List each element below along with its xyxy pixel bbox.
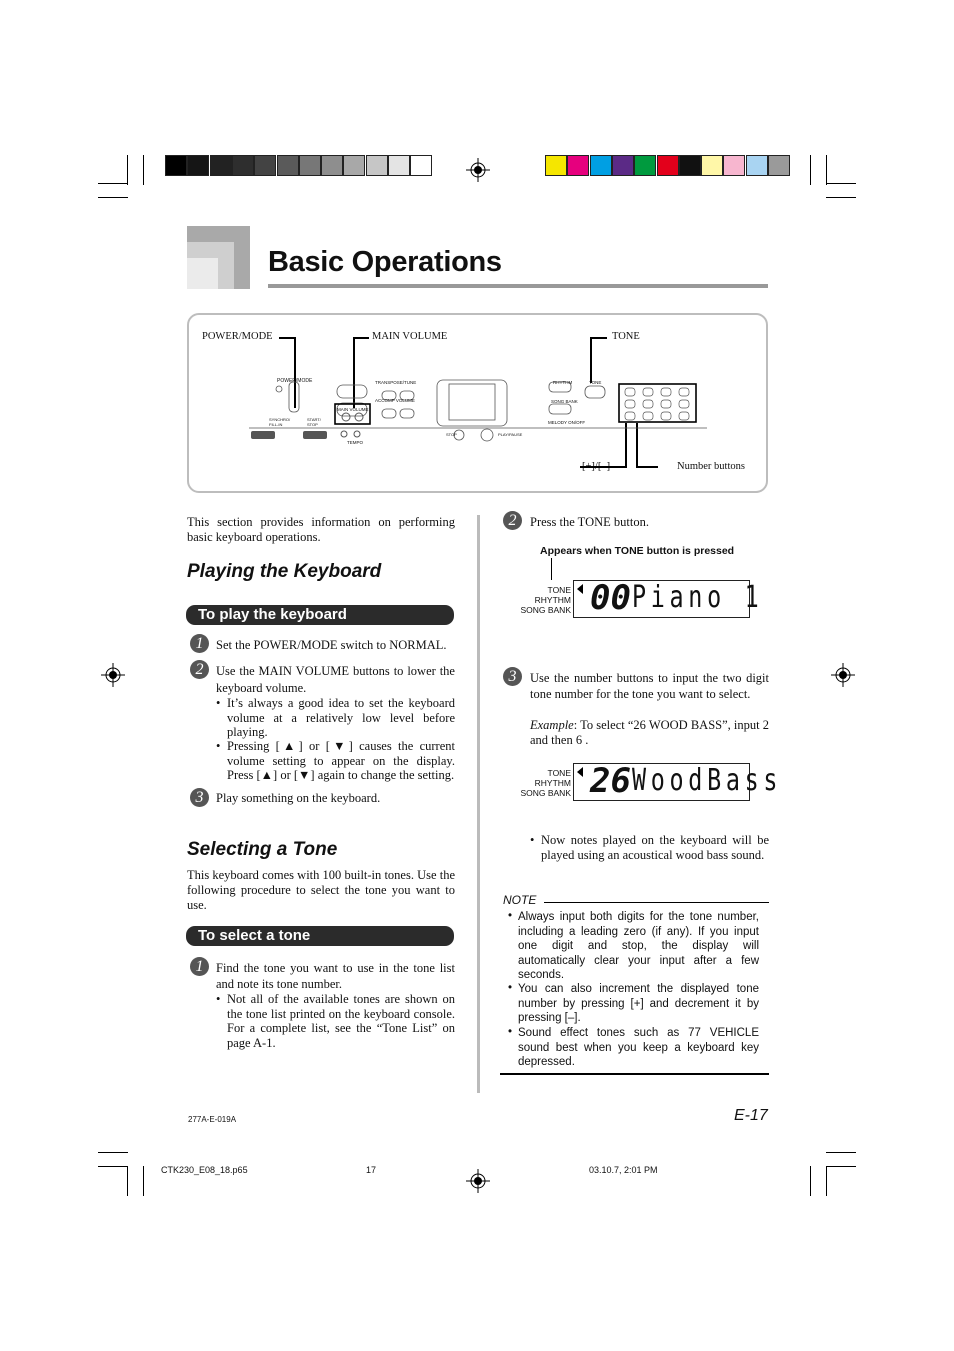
panel-label-transpose: TRANSPOSE/TUNE: [375, 380, 417, 385]
gray-swatch: [343, 155, 365, 176]
bullet-icon: •: [530, 833, 535, 847]
file-name: CTK230_E08_18.p65: [161, 1165, 248, 1175]
subhead-play-keyboard: To play the keyboard: [186, 605, 454, 625]
step-text: Set the POWER/MODE switch to NORMAL.: [216, 638, 447, 652]
panel-label-tone: TONE: [589, 380, 602, 385]
example-description: : To select “26 WOOD BASS”, input 2 and then 6 .: [530, 718, 769, 747]
gray-swatch: [388, 155, 410, 176]
bullet-text: Pressing [▲] or [▼] causes the current volume setting to appear on the display. Press [▲] or [▼] again to change the setting.: [227, 739, 455, 782]
lcd-tone-name: WoodBass: [632, 763, 783, 798]
crop-mark: [143, 1166, 144, 1196]
tone-intro-paragraph: This keyboard comes with 100 built-in tones. Use the following procedure to select the tone you want to use.: [187, 868, 455, 912]
lcd-tone-name: Piano 1: [632, 580, 764, 615]
step-number: 3: [190, 788, 209, 807]
callout-number-buttons: Number buttons: [677, 461, 745, 472]
note-item: Sound effect tones such as 77 VEHICLE sound best when you keep a keyboard key depressed.: [518, 1027, 759, 1068]
gray-swatch: [410, 155, 432, 176]
lcd-label-song-bank: SONG BANK: [520, 605, 571, 615]
panel-label-tempo: TEMPO: [347, 440, 364, 445]
step-number: 2: [503, 511, 522, 530]
lcd-mode-labels: [512, 585, 571, 615]
step-text: Use the MAIN VOLUME buttons to lower the keyboard volume.: [216, 664, 455, 695]
lcd-indicator-arrow-icon: [577, 767, 583, 777]
registration-mark-icon: [101, 663, 125, 687]
step-number: 1: [190, 957, 209, 976]
callout-power-mode: POWER/MODE: [202, 331, 273, 342]
page-number: E-17: [734, 1107, 768, 1124]
column-divider: [477, 515, 480, 1093]
step-text: Press the TONE button.: [530, 515, 649, 529]
step-text: Play something on the keyboard.: [216, 791, 381, 805]
callout-tone: TONE: [612, 331, 640, 342]
crop-mark: [98, 183, 128, 184]
lcd-tone-number: 00: [590, 578, 631, 618]
panel-label-synchro: SYNCHRO/ FILL-IN: [269, 417, 291, 427]
crop-mark: [143, 155, 144, 185]
timestamp: 03.10.7, 2:01 PM: [589, 1165, 658, 1175]
color-swatch: [723, 155, 745, 176]
crop-mark: [810, 155, 811, 185]
crop-mark: [127, 155, 128, 185]
crop-mark: [98, 197, 128, 198]
registration-mark-icon: [466, 1169, 490, 1193]
gray-swatch: [210, 155, 232, 176]
lcd-indicator-arrow-icon: [577, 584, 583, 594]
step-number: 2: [190, 660, 209, 679]
caption-pointer: [551, 558, 552, 580]
crop-mark: [810, 1166, 811, 1196]
note-rule: [544, 902, 769, 903]
crop-mark: [826, 1152, 856, 1153]
crop-mark: [826, 1166, 827, 1196]
gray-swatch: [321, 155, 343, 176]
bullet-text: It’s always a good idea to set the keyboard volume at a relatively low level before playing.: [227, 696, 455, 739]
bullet-text: Now notes played on the keyboard will be played using an acoustical wood bass sound.: [541, 833, 769, 862]
header-decoration: [187, 258, 218, 289]
gray-swatch: [232, 155, 254, 176]
color-swatch: [634, 155, 656, 176]
intro-paragraph: This section provides information on performing basic keyboard operations.: [187, 515, 455, 544]
crop-mark: [826, 183, 856, 184]
gray-swatch: [254, 155, 276, 176]
panel-label-start-stop: START/ STOP: [307, 417, 321, 427]
registration-mark-icon: [831, 663, 855, 687]
lcd-label-song-bank: SONG BANK: [520, 788, 571, 798]
page-title: Basic Operations: [268, 246, 502, 278]
color-swatch: [746, 155, 768, 176]
bullet-icon: •: [508, 910, 513, 922]
crop-mark: [826, 155, 827, 185]
panel-label-main-volume: MAIN VOLUME: [337, 407, 369, 412]
lcd-mode-labels: [512, 768, 571, 798]
color-swatch: [657, 155, 679, 176]
bullet-icon: •: [508, 1026, 513, 1038]
title-underline: [268, 284, 768, 288]
example-text: [530, 718, 769, 748]
panel-label-song-bank: SONG BANK: [551, 399, 578, 404]
lcd-label-rhythm: RHYTHM: [534, 595, 571, 605]
lcd-label-tone: TONE: [547, 585, 571, 595]
panel-label-rhythm: RHYTHM: [553, 380, 573, 385]
bullet-icon: •: [216, 739, 221, 753]
color-swatch: [768, 155, 790, 176]
lcd-label-rhythm: RHYTHM: [534, 778, 571, 788]
gray-swatch: [187, 155, 209, 176]
keyboard-panel-illustration: [187, 313, 768, 493]
bullet-icon: •: [216, 696, 221, 710]
panel-label-melody: MELODY ON/OFF: [548, 420, 586, 425]
panel-label-stop: STOP: [446, 432, 457, 437]
color-swatch: [545, 155, 567, 176]
color-swatch: [567, 155, 589, 176]
note-title: NOTE: [503, 893, 537, 907]
subhead-select-tone: To select a tone: [186, 926, 454, 946]
panel-label-accomp-volume: ACCOMP VOLUME: [375, 398, 415, 403]
bullet-text: Not all of the available tones are shown on the tone list printed on the keyboard console. For a complete list, see the “Tone List” on page A-1.: [227, 992, 455, 1050]
registration-mark-icon: [466, 158, 490, 182]
step-text: Find the tone you want to use in the tone list and note its tone number.: [216, 961, 455, 991]
gray-swatch: [299, 155, 321, 176]
section-title-playing: Playing the Keyboard: [187, 561, 382, 582]
panel-label-power-mode: POWER/MODE: [277, 378, 313, 384]
lcd-label-tone: TONE: [547, 768, 571, 778]
crop-mark: [127, 1166, 128, 1196]
doc-code: 277A-E-019A: [188, 1115, 237, 1124]
callout-plus-minus: [+]/[–]: [582, 461, 611, 472]
color-swatch: [612, 155, 634, 176]
panel-label-play-pause: PLAY/PAUSE: [498, 432, 523, 437]
color-swatch: [590, 155, 612, 176]
section-title-tone: Selecting a Tone: [187, 839, 338, 860]
lcd-caption: Appears when TONE button is pressed: [540, 545, 735, 557]
color-swatch: [701, 155, 723, 176]
crop-mark: [826, 1166, 856, 1167]
lcd-tone-number: 26: [590, 761, 631, 801]
color-swatch: [679, 155, 701, 176]
gray-swatch: [366, 155, 388, 176]
crop-mark: [98, 1152, 128, 1153]
note-item: Always input both digits for the tone number, including a leading zero (if any). If you input one digit and stop, the display will automatically clear your input after a few seconds.: [518, 911, 759, 981]
crop-mark: [826, 197, 856, 198]
note-item: You can also increment the displayed tone number by pressing [+] and decrement it by pressing [–].: [518, 983, 759, 1024]
example-label: Example: [530, 718, 574, 732]
note-bottom-rule: [500, 1073, 769, 1075]
bullet-icon: •: [216, 992, 221, 1006]
crop-mark: [98, 1166, 128, 1167]
file-page: 17: [366, 1165, 377, 1175]
bullet-icon: •: [508, 982, 513, 994]
gray-swatch: [165, 155, 187, 176]
step-number: 3: [503, 667, 522, 686]
gray-swatch: [277, 155, 299, 176]
step-number: 1: [190, 634, 209, 653]
callout-main-volume: MAIN VOLUME: [372, 331, 448, 342]
step-text: Use the number buttons to input the two digit tone number for the tone you want to select.: [530, 671, 769, 701]
